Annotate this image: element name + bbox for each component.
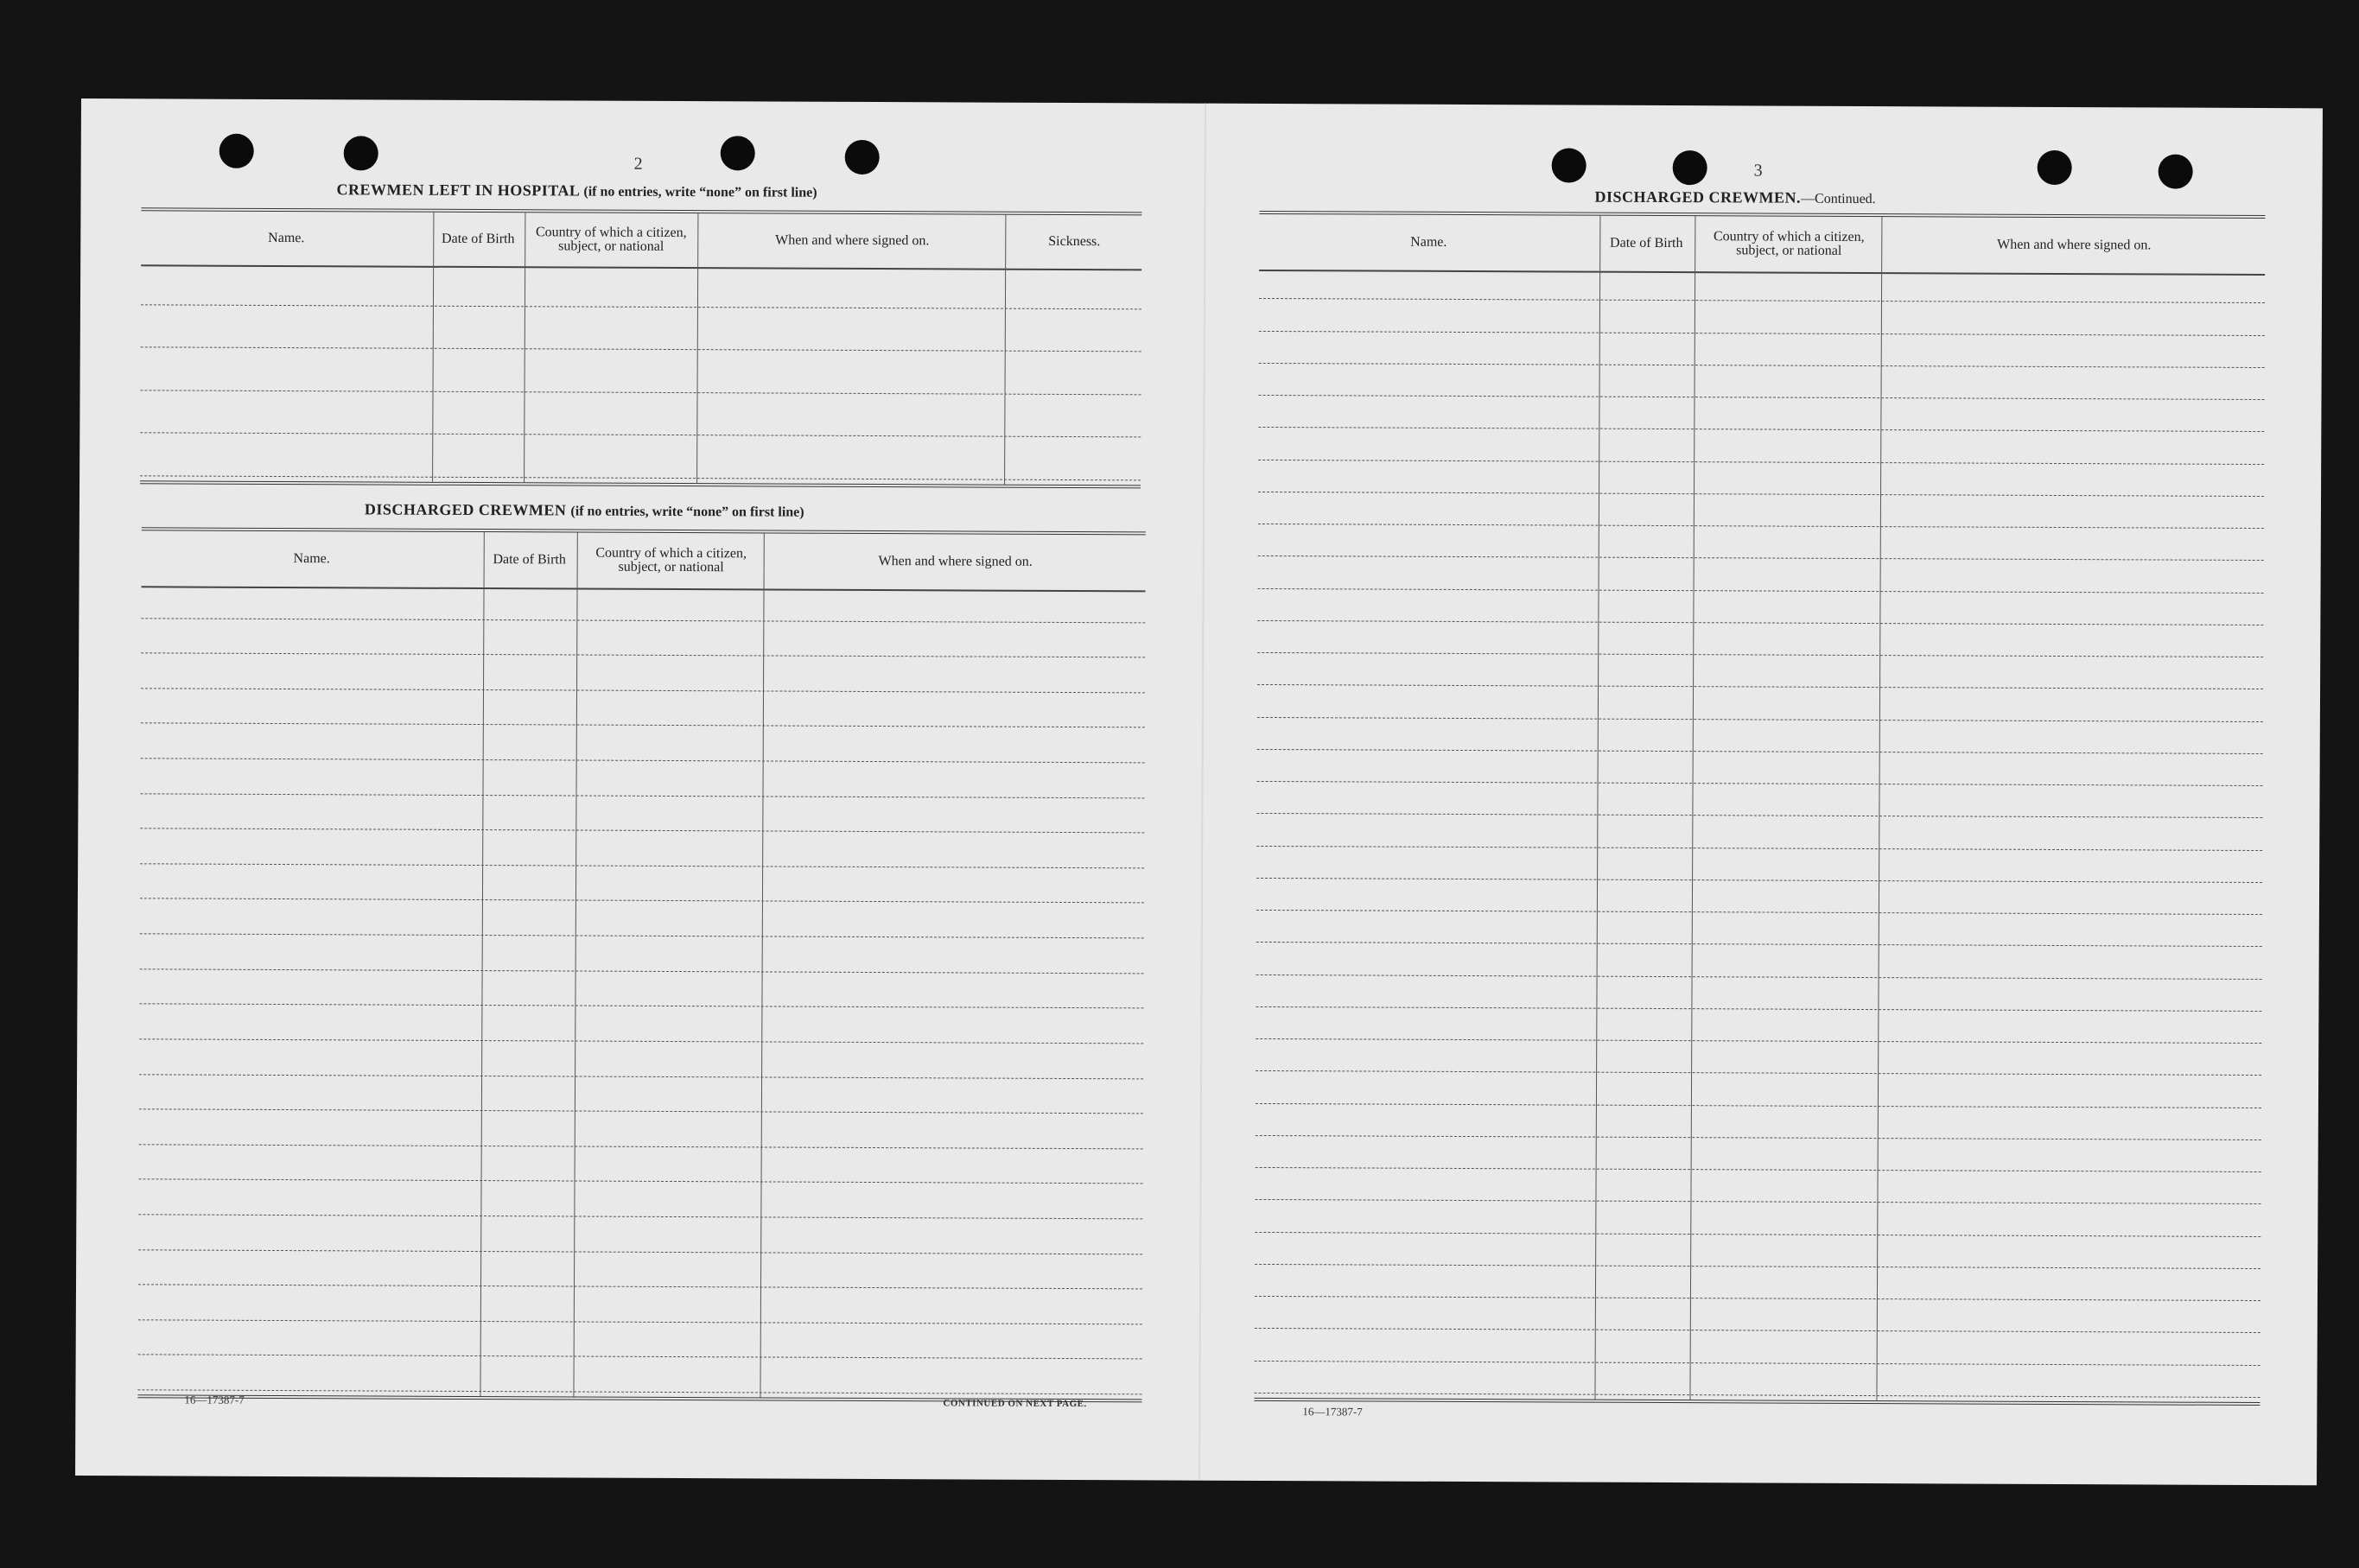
ruled-row-line [138, 1249, 1142, 1254]
discharged-note: (if no entries, write “none” on first line) [570, 504, 804, 520]
page-fold [1199, 104, 1206, 1481]
ruled-row-line [1256, 1038, 2261, 1044]
col-country: Country of which a citizen, subject, or national [1713, 229, 1865, 258]
ruled-row-line [141, 618, 1145, 623]
ruled-row-line [1255, 1328, 2260, 1333]
ruled-row-line [1258, 524, 2264, 529]
ruled-row-line [140, 933, 1144, 938]
col-signed-on: When and where signed on. [775, 232, 930, 249]
column-divider [1004, 215, 1006, 485]
ruled-row-line [140, 828, 1144, 834]
page-number: 2 [633, 154, 643, 174]
punch-hole [721, 136, 755, 170]
punch-hole [2038, 150, 2072, 185]
ruled-row-line [1259, 298, 2265, 303]
punch-hole [845, 140, 880, 175]
punch-hole [344, 136, 378, 170]
ruled-row-line [140, 898, 1144, 904]
ruled-row-line [138, 1284, 1142, 1289]
ruled-row-line [1256, 942, 2262, 947]
ruled-row-line [1258, 427, 2264, 432]
ruled-row-line [1255, 1199, 2260, 1204]
discharged-table [137, 527, 1145, 1402]
discharged-continued-title [1594, 188, 1875, 207]
ruled-row-line [1256, 974, 2262, 980]
discharged-continued-table [1254, 211, 2265, 1406]
ruled-row-line [1258, 492, 2264, 497]
ruled-row-line [1255, 1361, 2260, 1366]
continued-suffix: —Continued. [1801, 191, 1876, 207]
column-divider [1594, 216, 1600, 1400]
document-sheet [75, 98, 2323, 1485]
punch-hole [2159, 154, 2193, 188]
ruled-row-line [139, 1179, 1143, 1184]
col-signed-on: When and where signed on. [1997, 237, 2152, 253]
hospital-section-title [336, 181, 817, 200]
col-sickness: Sickness. [1048, 233, 1101, 250]
ruled-row-line [1257, 749, 2263, 754]
punch-hole [1673, 150, 1707, 185]
ruled-row-line [141, 723, 1145, 728]
ruled-row-line [1255, 1264, 2260, 1269]
ruled-row-line [138, 1319, 1142, 1324]
discharged-title: DISCHARGED CREWMEN [364, 500, 567, 519]
ruled-row-line [1256, 813, 2262, 818]
ruled-row-line [1256, 910, 2262, 915]
ruled-row-line [138, 1214, 1142, 1219]
ruled-row-line [139, 1144, 1143, 1149]
ruled-row-line [1259, 395, 2265, 400]
ruled-row-line [1257, 684, 2263, 689]
hospital-table-header [141, 211, 1141, 270]
ruled-row-line [141, 653, 1145, 658]
hospital-table [140, 207, 1141, 488]
ruled-row-line [1256, 1103, 2261, 1108]
col-name: Name. [293, 551, 330, 567]
ruled-row-line [1256, 1006, 2261, 1012]
col-signed-on: When and where signed on. [878, 554, 1033, 569]
ruled-row-line [1258, 588, 2264, 594]
column-divider [696, 213, 698, 483]
continued-note: CONTINUED ON NEXT PAGE. [943, 1398, 1087, 1410]
ruled-row-line [137, 1389, 1141, 1394]
column-divider [760, 533, 764, 1397]
ruled-row-line [1255, 1296, 2260, 1301]
ruled-row-line [139, 1004, 1143, 1009]
ruled-row-line [141, 758, 1145, 763]
ruled-row-line [1258, 459, 2264, 464]
ruled-row-line [1259, 330, 2265, 335]
ruled-row-line [139, 1108, 1143, 1114]
hospital-title: CREWMEN LEFT IN HOSPITAL [336, 181, 580, 200]
col-country: Country of which a citizen, subject, or national [535, 225, 687, 254]
column-divider [573, 533, 577, 1397]
hospital-note: (if no entries, write “none” on first line) [583, 184, 817, 200]
page-number: 3 [1753, 161, 1763, 181]
ruled-row-line [1256, 878, 2262, 883]
ruled-row-line [141, 346, 1141, 352]
ruled-row-line [139, 1074, 1143, 1079]
ruled-row-line [140, 433, 1141, 438]
ruled-row-line [141, 304, 1141, 309]
ruled-row-line [140, 793, 1144, 798]
ruled-row-line [1256, 846, 2262, 851]
punch-hole [219, 134, 254, 168]
form-code: 16—17387-7 [1302, 1405, 1363, 1419]
punch-hole [1552, 148, 1586, 182]
ruled-row-line [141, 688, 1145, 693]
ruled-row-line [140, 475, 1141, 480]
ruled-row-line [1258, 555, 2264, 561]
ruled-row-line [1257, 781, 2263, 786]
col-date-of-birth: Date of Birth [442, 231, 515, 247]
ruled-row-line [140, 968, 1144, 974]
col-name: Name. [268, 230, 305, 246]
discharged-continued-header [1259, 214, 2265, 276]
ruled-row-line [1257, 620, 2263, 625]
ruled-row-line [1255, 1232, 2260, 1237]
ruled-row-line [141, 390, 1141, 395]
ruled-row-line [1254, 1393, 2260, 1398]
ruled-row-line [1256, 1135, 2261, 1140]
ruled-row-line [1259, 363, 2265, 368]
discharged-section-title [365, 500, 804, 520]
ruled-row-line [1257, 717, 2263, 722]
column-divider [1689, 216, 1695, 1400]
ruled-row-line [140, 863, 1144, 868]
discharged-table-header [142, 530, 1146, 592]
discharged-continued-label: DISCHARGED CREWMEN. [1594, 187, 1802, 206]
form-code: 16—17387-7 [184, 1393, 245, 1406]
col-country: Country of which a citizen, subject, or national [595, 545, 747, 575]
ruled-row-line [1257, 652, 2263, 657]
ruled-row-line [138, 1355, 1142, 1360]
column-divider [524, 213, 525, 482]
column-divider [1876, 217, 1882, 1400]
ruled-row-line [1256, 1070, 2261, 1076]
column-divider [480, 532, 484, 1396]
col-date-of-birth: Date of Birth [493, 552, 566, 568]
col-date-of-birth: Date of Birth [1610, 235, 1683, 251]
column-divider [432, 213, 434, 482]
col-name: Name. [1410, 234, 1447, 250]
ruled-row-line [139, 1038, 1143, 1044]
ruled-row-line [1256, 1167, 2261, 1172]
